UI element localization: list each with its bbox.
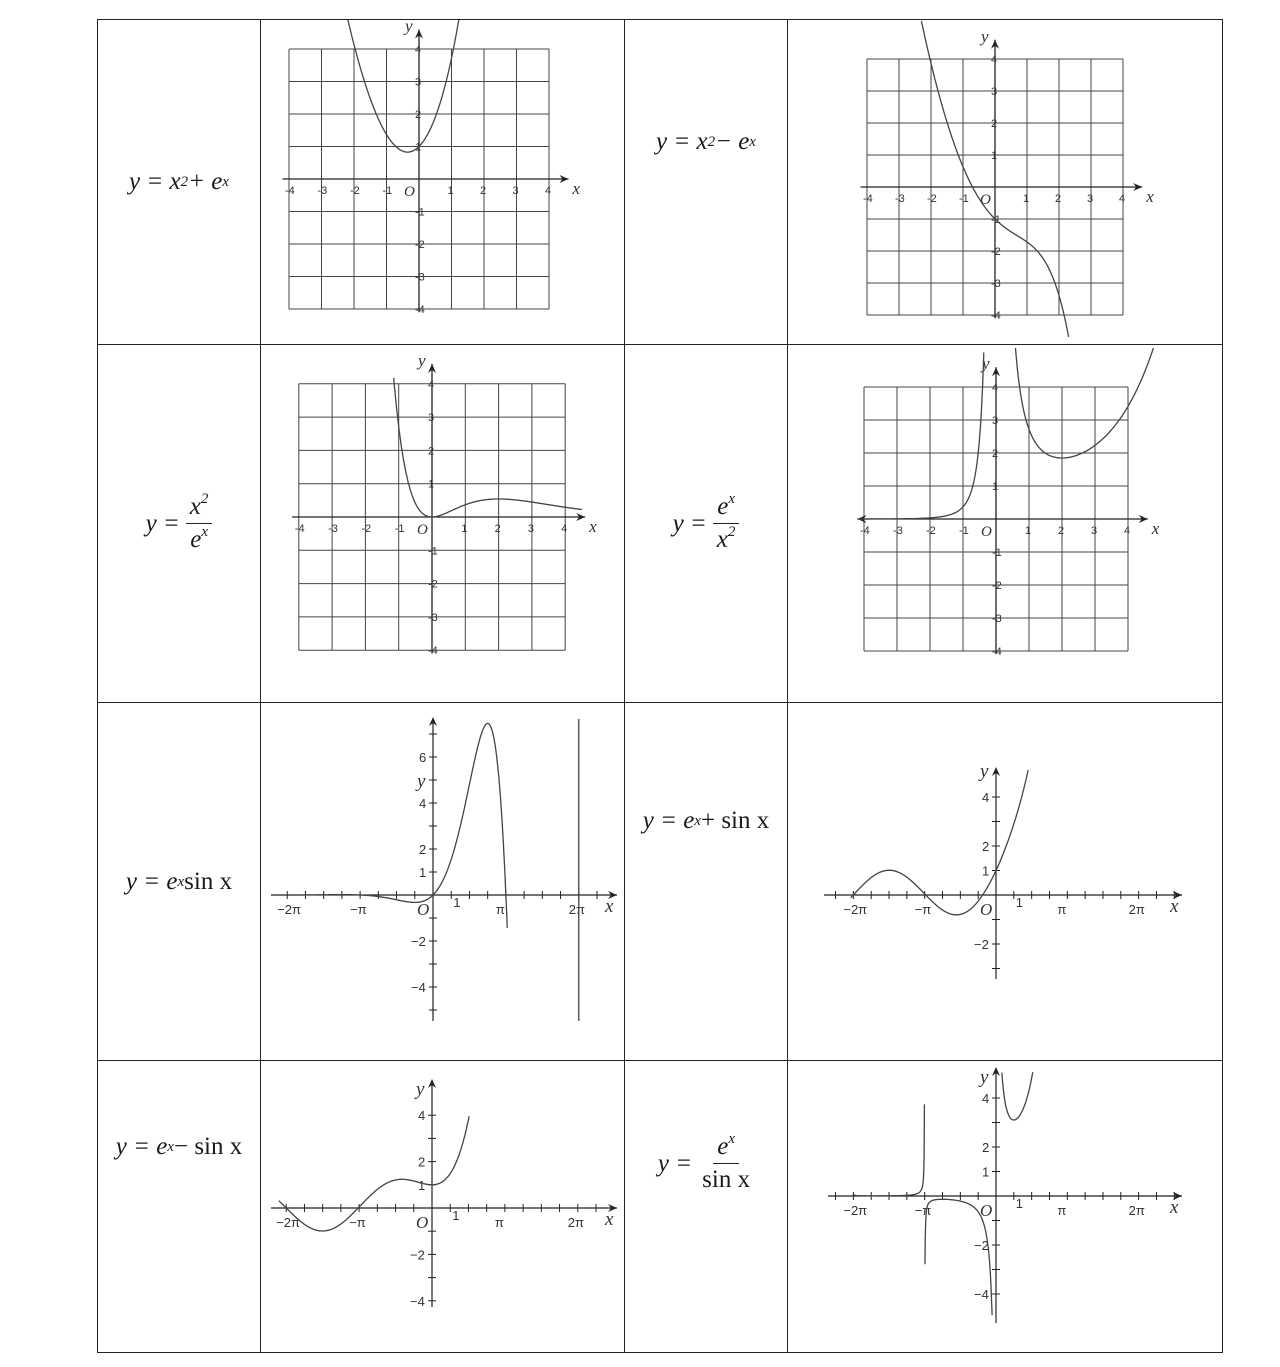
plot-cell — [261, 1061, 625, 1353]
y-axis-label: y — [405, 20, 413, 36]
x-tick-label: −π — [914, 902, 932, 917]
x-axis-label: x — [1151, 519, 1160, 538]
x-tick-label: -1 — [959, 193, 969, 205]
x-tick-label: π — [494, 1215, 504, 1230]
x-tick-label: 3 — [1087, 193, 1094, 205]
y-tick-label: -3 — [415, 271, 425, 284]
function-curve — [851, 770, 1028, 915]
x-tick-label: π — [495, 902, 505, 917]
formula-text: y = e — [125, 867, 178, 895]
y-tick-label: −4 — [410, 1293, 425, 1309]
y-tick-label: -4 — [991, 310, 1001, 322]
table-row — [98, 345, 1223, 703]
x-tick-label: -1 — [959, 525, 969, 537]
formula-x2-minus-ex: y = x 2 − e x — [656, 128, 756, 155]
formula-text: y = — [145, 509, 180, 537]
y-axis-label: y — [416, 1079, 425, 1100]
function-graph-table — [97, 19, 1223, 1353]
denominator — [713, 524, 740, 554]
y-axis-label: y — [980, 761, 989, 782]
formula-ex-sinx: y = e x sin x — [125, 867, 233, 895]
x-tick-label: 4 — [545, 185, 552, 197]
fraction — [186, 493, 213, 554]
x-tick-label: 4 — [561, 523, 568, 535]
y-tick-label: 1 — [419, 865, 427, 880]
formula-ex-over-x2 — [673, 493, 740, 554]
numerator — [186, 493, 213, 524]
x-tick-label: -4 — [860, 525, 870, 537]
x-tick-label: π — [1057, 1203, 1067, 1218]
y-tick-label: 4 — [418, 1108, 426, 1124]
x-tick-label: -3 — [317, 185, 328, 197]
y-tick-label: -4 — [428, 645, 438, 658]
y-tick-label: 2 — [982, 839, 990, 854]
formula-cell — [625, 345, 788, 703]
formula-text: sin x — [184, 867, 233, 895]
x-tick-label: −2π — [277, 902, 302, 917]
formula-cell — [625, 20, 788, 345]
formula-text: y = e — [115, 1133, 168, 1160]
formula-text: x — [716, 526, 728, 553]
formula-text: y = — [657, 1149, 693, 1177]
formula-text: y = e — [642, 807, 695, 834]
numerator — [713, 493, 739, 524]
x-tick-label: −π — [350, 902, 367, 917]
y-tick-label: 1 — [418, 1177, 426, 1193]
formula-text: − e — [715, 128, 750, 155]
formula-ex-plus-sinx: y = e x + sin x — [642, 807, 770, 834]
origin-label: O — [981, 524, 992, 540]
formula-cell — [625, 1061, 788, 1353]
formula-text: − sin x — [173, 1133, 243, 1160]
y-tick-label: -1 — [992, 547, 1002, 559]
x-tick-label: 4 — [1119, 193, 1126, 205]
x-tick-label: -4 — [285, 185, 295, 197]
formula-ex-over-sinx — [658, 1133, 754, 1194]
fraction — [713, 493, 740, 554]
formula-sup: x — [201, 524, 208, 540]
x-tick-label: 3 — [512, 185, 519, 197]
y-axis-label: y — [418, 350, 426, 370]
formula-x2-plus-ex: y = x 2 + e x — [129, 168, 229, 195]
origin-label: O — [417, 522, 428, 538]
y-tick-label: −2 — [974, 937, 989, 952]
y-tick-label: −4 — [974, 1287, 989, 1302]
denominator — [186, 524, 212, 554]
y-tick-label: -1 — [991, 214, 1001, 226]
y-tick-label: 1 — [982, 1164, 990, 1180]
formula-cell — [98, 703, 261, 1061]
formula-sup: x — [728, 491, 735, 507]
x-axis-label: x — [1170, 896, 1179, 917]
table-row — [98, 703, 1223, 1061]
formula-text: x — [189, 493, 201, 520]
function-curve — [289, 723, 507, 928]
y-tick-label: -3 — [428, 611, 438, 624]
x-tick-label: −π — [914, 1203, 932, 1218]
y-axis-label: y — [980, 1067, 989, 1088]
formula-sup: x — [728, 1131, 735, 1147]
x-tick-label: -2 — [926, 525, 936, 537]
x-tick-label: 3 — [1091, 525, 1098, 537]
x-tick-label: 2π — [567, 1215, 584, 1230]
function-curve — [854, 1072, 1033, 1315]
y-tick-label: 1 — [982, 863, 990, 879]
x-axis-label: x — [605, 896, 614, 917]
x-tick-label: 1 — [1025, 525, 1032, 537]
x-tick-label: -1 — [394, 523, 405, 535]
origin-label: O — [980, 900, 993, 919]
formula-text: + sin x — [700, 807, 770, 834]
y-tick-label: -3 — [992, 613, 1002, 625]
origin-label: O — [980, 192, 991, 208]
plot-cell — [788, 345, 1223, 703]
y-tick-label: 1 — [428, 478, 435, 491]
y-tick-label: 4 — [415, 44, 422, 56]
origin-label: O — [417, 900, 430, 919]
y-tick-label: 4 — [991, 54, 998, 66]
y-tick-label: 2 — [428, 445, 435, 458]
y-tick-label: 1 — [991, 150, 998, 162]
function-curve — [394, 378, 582, 517]
plot-cell — [261, 345, 625, 703]
y-tick-label: 4 — [428, 378, 435, 391]
x-tick-label: -2 — [361, 523, 372, 535]
y-tick-label: 1 — [992, 481, 999, 493]
x-tick-label: 2 — [480, 185, 487, 197]
plot-cell — [788, 20, 1223, 345]
formula-sup: 2 — [200, 491, 209, 507]
y-tick-label: 2 — [419, 842, 427, 857]
origin-label: O — [404, 184, 415, 200]
formula-cell — [98, 345, 261, 703]
y-tick-label: 3 — [992, 415, 999, 427]
table-row — [98, 1061, 1223, 1353]
x-tick-label: -3 — [895, 193, 905, 205]
x-tick-label: 1 — [447, 185, 454, 197]
formula-text: e — [190, 526, 202, 553]
x-tick-label: 1 — [1023, 193, 1030, 205]
function-curve — [279, 1116, 469, 1231]
x-tick-label: -2 — [927, 193, 937, 205]
x-tick-label: 3 — [527, 523, 535, 535]
x-tick-label: −2π — [276, 1215, 301, 1230]
y-tick-label: -4 — [992, 646, 1002, 658]
y-tick-label: 3 — [415, 76, 422, 89]
x-tick-label: 2 — [1055, 193, 1062, 205]
y-tick-label: 2 — [982, 1140, 990, 1155]
formula-text: y = x — [129, 168, 181, 195]
y-tick-label: 6 — [419, 750, 427, 765]
y-tick-label: -2 — [428, 578, 438, 591]
formula-cell — [625, 703, 788, 1061]
x-tick-label: 4 — [1124, 525, 1131, 537]
x-tick-label: 2π — [568, 902, 585, 917]
x-tick-label: −π — [349, 1215, 366, 1230]
plot-cell — [788, 703, 1223, 1061]
origin-label: O — [416, 1213, 429, 1232]
y-tick-label: 2 — [991, 118, 998, 130]
graph-x2-over-ex — [261, 345, 624, 702]
x-tick-label: 2π — [1128, 1203, 1145, 1218]
x-tick-label: −2π — [843, 1203, 868, 1218]
y-axis-label: y — [981, 26, 989, 46]
formula-text: e — [717, 493, 729, 520]
plot-cell — [261, 703, 625, 1061]
graph-x2-minus-ex — [788, 20, 1222, 344]
graph-ex-over-x2 — [788, 345, 1222, 702]
graph-x2-plus-ex — [261, 20, 624, 344]
y-tick-label: -1 — [428, 545, 438, 558]
numerator — [713, 1133, 739, 1164]
y-tick-label: 3 — [428, 412, 435, 425]
y-tick-label: 2 — [992, 448, 999, 460]
function-curve — [346, 20, 461, 152]
y-tick-label: 4 — [992, 382, 999, 394]
x-tick-label: -3 — [328, 523, 338, 535]
x-tick-label: 1 — [1015, 1196, 1023, 1211]
x-tick-label: -1 — [382, 185, 393, 197]
x-axis-label: x — [605, 1209, 614, 1230]
y-tick-label: -2 — [992, 580, 1002, 592]
x-tick-label: 1 — [452, 1208, 460, 1223]
graph-ex-plus-sinx — [788, 703, 1222, 1060]
y-tick-label: −4 — [411, 980, 426, 995]
y-tick-label: -2 — [991, 246, 1001, 258]
fraction — [698, 1133, 754, 1194]
y-tick-label: −2 — [410, 1247, 425, 1263]
formula-text: y = x — [656, 128, 708, 155]
y-tick-label: 2 — [418, 1154, 426, 1170]
x-axis-label: x — [589, 517, 597, 536]
y-tick-label: 3 — [991, 86, 998, 98]
formula-text: + e — [188, 168, 223, 195]
y-tick-label: −2 — [974, 1238, 989, 1253]
formula-ex-minus-sinx: y = e x − sin x — [115, 1133, 243, 1160]
x-tick-label: 2π — [1128, 902, 1145, 917]
x-tick-label: 2 — [494, 523, 501, 535]
x-tick-label: -3 — [893, 525, 903, 537]
function-curve — [857, 348, 1153, 519]
plot-cell — [788, 1061, 1223, 1353]
y-tick-label: -2 — [415, 239, 425, 251]
y-tick-label: -3 — [991, 278, 1001, 290]
formula-cell — [98, 20, 261, 345]
x-axis-label: x — [1146, 187, 1154, 206]
graph-ex-minus-sinx — [261, 1061, 624, 1352]
table-row — [98, 20, 1223, 345]
x-tick-label: −2π — [843, 902, 868, 917]
formula-text: y = — [672, 509, 707, 537]
y-axis-label: y — [982, 354, 990, 374]
denominator — [698, 1164, 754, 1194]
formula-cell — [98, 1061, 261, 1353]
x-tick-label: 1 — [453, 895, 461, 910]
x-tick-label: -2 — [350, 185, 360, 197]
graph-ex-sinx — [261, 703, 624, 1060]
formula-text: e — [717, 1133, 729, 1160]
y-tick-label: 2 — [415, 109, 422, 121]
formula-sup: 2 — [727, 524, 736, 540]
x-tick-label: 2 — [1058, 525, 1065, 537]
y-tick-label: 4 — [419, 796, 427, 811]
formula-text: sin x — [702, 1166, 751, 1193]
y-tick-label: 4 — [982, 790, 990, 805]
x-tick-label: π — [1057, 902, 1067, 917]
x-tick-label: -4 — [294, 523, 305, 535]
x-tick-label: 1 — [461, 523, 468, 535]
x-tick-label: -4 — [863, 193, 873, 205]
y-tick-label: 4 — [982, 1091, 990, 1106]
y-tick-label: -4 — [415, 304, 425, 316]
formula-x2-over-ex — [146, 493, 213, 554]
y-tick-label: 1 — [415, 141, 422, 154]
y-tick-label: -1 — [415, 206, 425, 219]
graph-ex-over-sinx — [788, 1061, 1222, 1352]
x-axis-label: x — [572, 179, 581, 198]
x-axis-label: x — [1170, 1197, 1179, 1218]
y-tick-label: −2 — [411, 934, 426, 949]
y-axis-label: y — [417, 771, 426, 792]
plot-cell — [261, 20, 625, 345]
x-tick-label: 1 — [1015, 895, 1023, 910]
origin-label: O — [980, 1201, 993, 1220]
